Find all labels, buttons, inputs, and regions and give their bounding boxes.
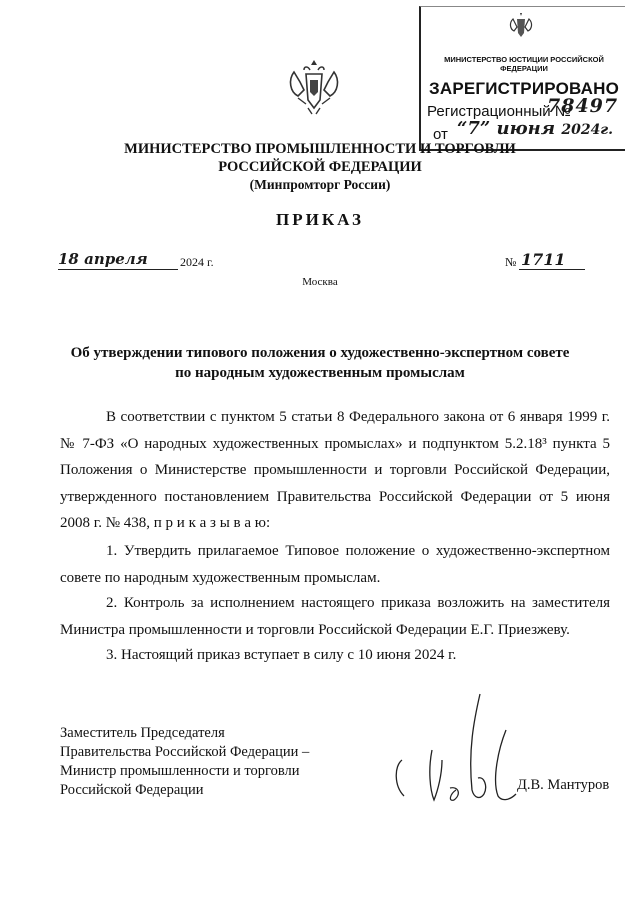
signer-position-line4: Российской Федерации xyxy=(60,782,204,798)
ministry-short-name: (Минпромторг России) xyxy=(249,177,391,192)
subject-line2: по народным художественным промыслам xyxy=(175,365,465,381)
stamp-date-prefix: от xyxy=(433,126,448,143)
date-underline xyxy=(58,269,178,270)
order-date-year: 2024 г. xyxy=(180,255,214,269)
order-item-2: 2. Контроль за исполнением настоящего приказа возложить на заместителя Министра промышленности и торговли Российской Федерации Е.Г. Приезжеву. xyxy=(60,595,610,638)
order-item-3: 3. Настоящий приказ вступает в силу с 10 июня 2024 г. xyxy=(106,647,457,663)
stamp-date-day-month: “7” июня xyxy=(457,118,556,139)
subject-line1: Об утверждении типового положения о художественно-экспертном совете xyxy=(70,345,570,361)
number-underline xyxy=(519,269,585,270)
ministry-title-line2: РОССИЙСКОЙ ФЕДЕРАЦИИ xyxy=(218,159,422,175)
signer-position xyxy=(60,724,309,800)
stamp-date-year: 2024г. xyxy=(561,122,614,138)
city: Москва xyxy=(302,276,338,288)
stamp-registered: ЗАРЕГИСТРИРОВАНО xyxy=(429,79,620,98)
stamp-emblem-icon xyxy=(507,11,535,41)
handwritten-signature xyxy=(388,690,518,808)
reg-label-text: Регистрационный № xyxy=(427,103,571,120)
signer-name: Д.В. Мантуров xyxy=(517,777,610,793)
ministry-title-line1: МИНИСТЕРСТВО ПРОМЫШЛЕННОСТИ И ТОРГОВЛИ xyxy=(124,141,516,157)
preamble-paragraph: В соответствии с пунктом 5 статьи 8 Федерального закона от 6 января 1999 г. № 7-ФЗ «О народных художественных промыслах» и подпунктом 5.2.18³ пункта 5 Положения о Министерстве промышленности и торговли Российской Федерации, утвержденного постановлением Правительства Российской Федерации от 5 июня 2008 г. № 438, п р и к а з ы в а ю: xyxy=(60,409,610,532)
stamp-reg-number: 78497 xyxy=(547,95,619,117)
order-date-hand: 18 апреля xyxy=(58,250,148,268)
signer-position-line1: Заместитель Председателя xyxy=(60,725,225,741)
signer-position-line2: Правительства Российской Федерации – xyxy=(60,744,310,760)
order-item-1: 1. Утвердить прилагаемое Типовое положение о художественно-экспертном совете по народным художественным промыслам. xyxy=(60,543,610,586)
stamp-date-hand xyxy=(457,118,613,139)
order-number-sign: № xyxy=(505,255,517,269)
coat-of-arms-emblem xyxy=(286,56,342,120)
order-number xyxy=(505,252,585,270)
registration-stamp xyxy=(419,6,625,151)
signer-position-line3: Министр промышленности и торговли xyxy=(60,763,300,779)
stamp-ministry: МИНИСТЕРСТВО ЮСТИЦИИ РОССИЙСКОЙ ФЕДЕРАЦИИ xyxy=(444,55,604,73)
document-type: ПРИКАЗ xyxy=(276,210,364,229)
order-number-hand: 1711 xyxy=(521,250,566,269)
order-date xyxy=(58,252,220,270)
